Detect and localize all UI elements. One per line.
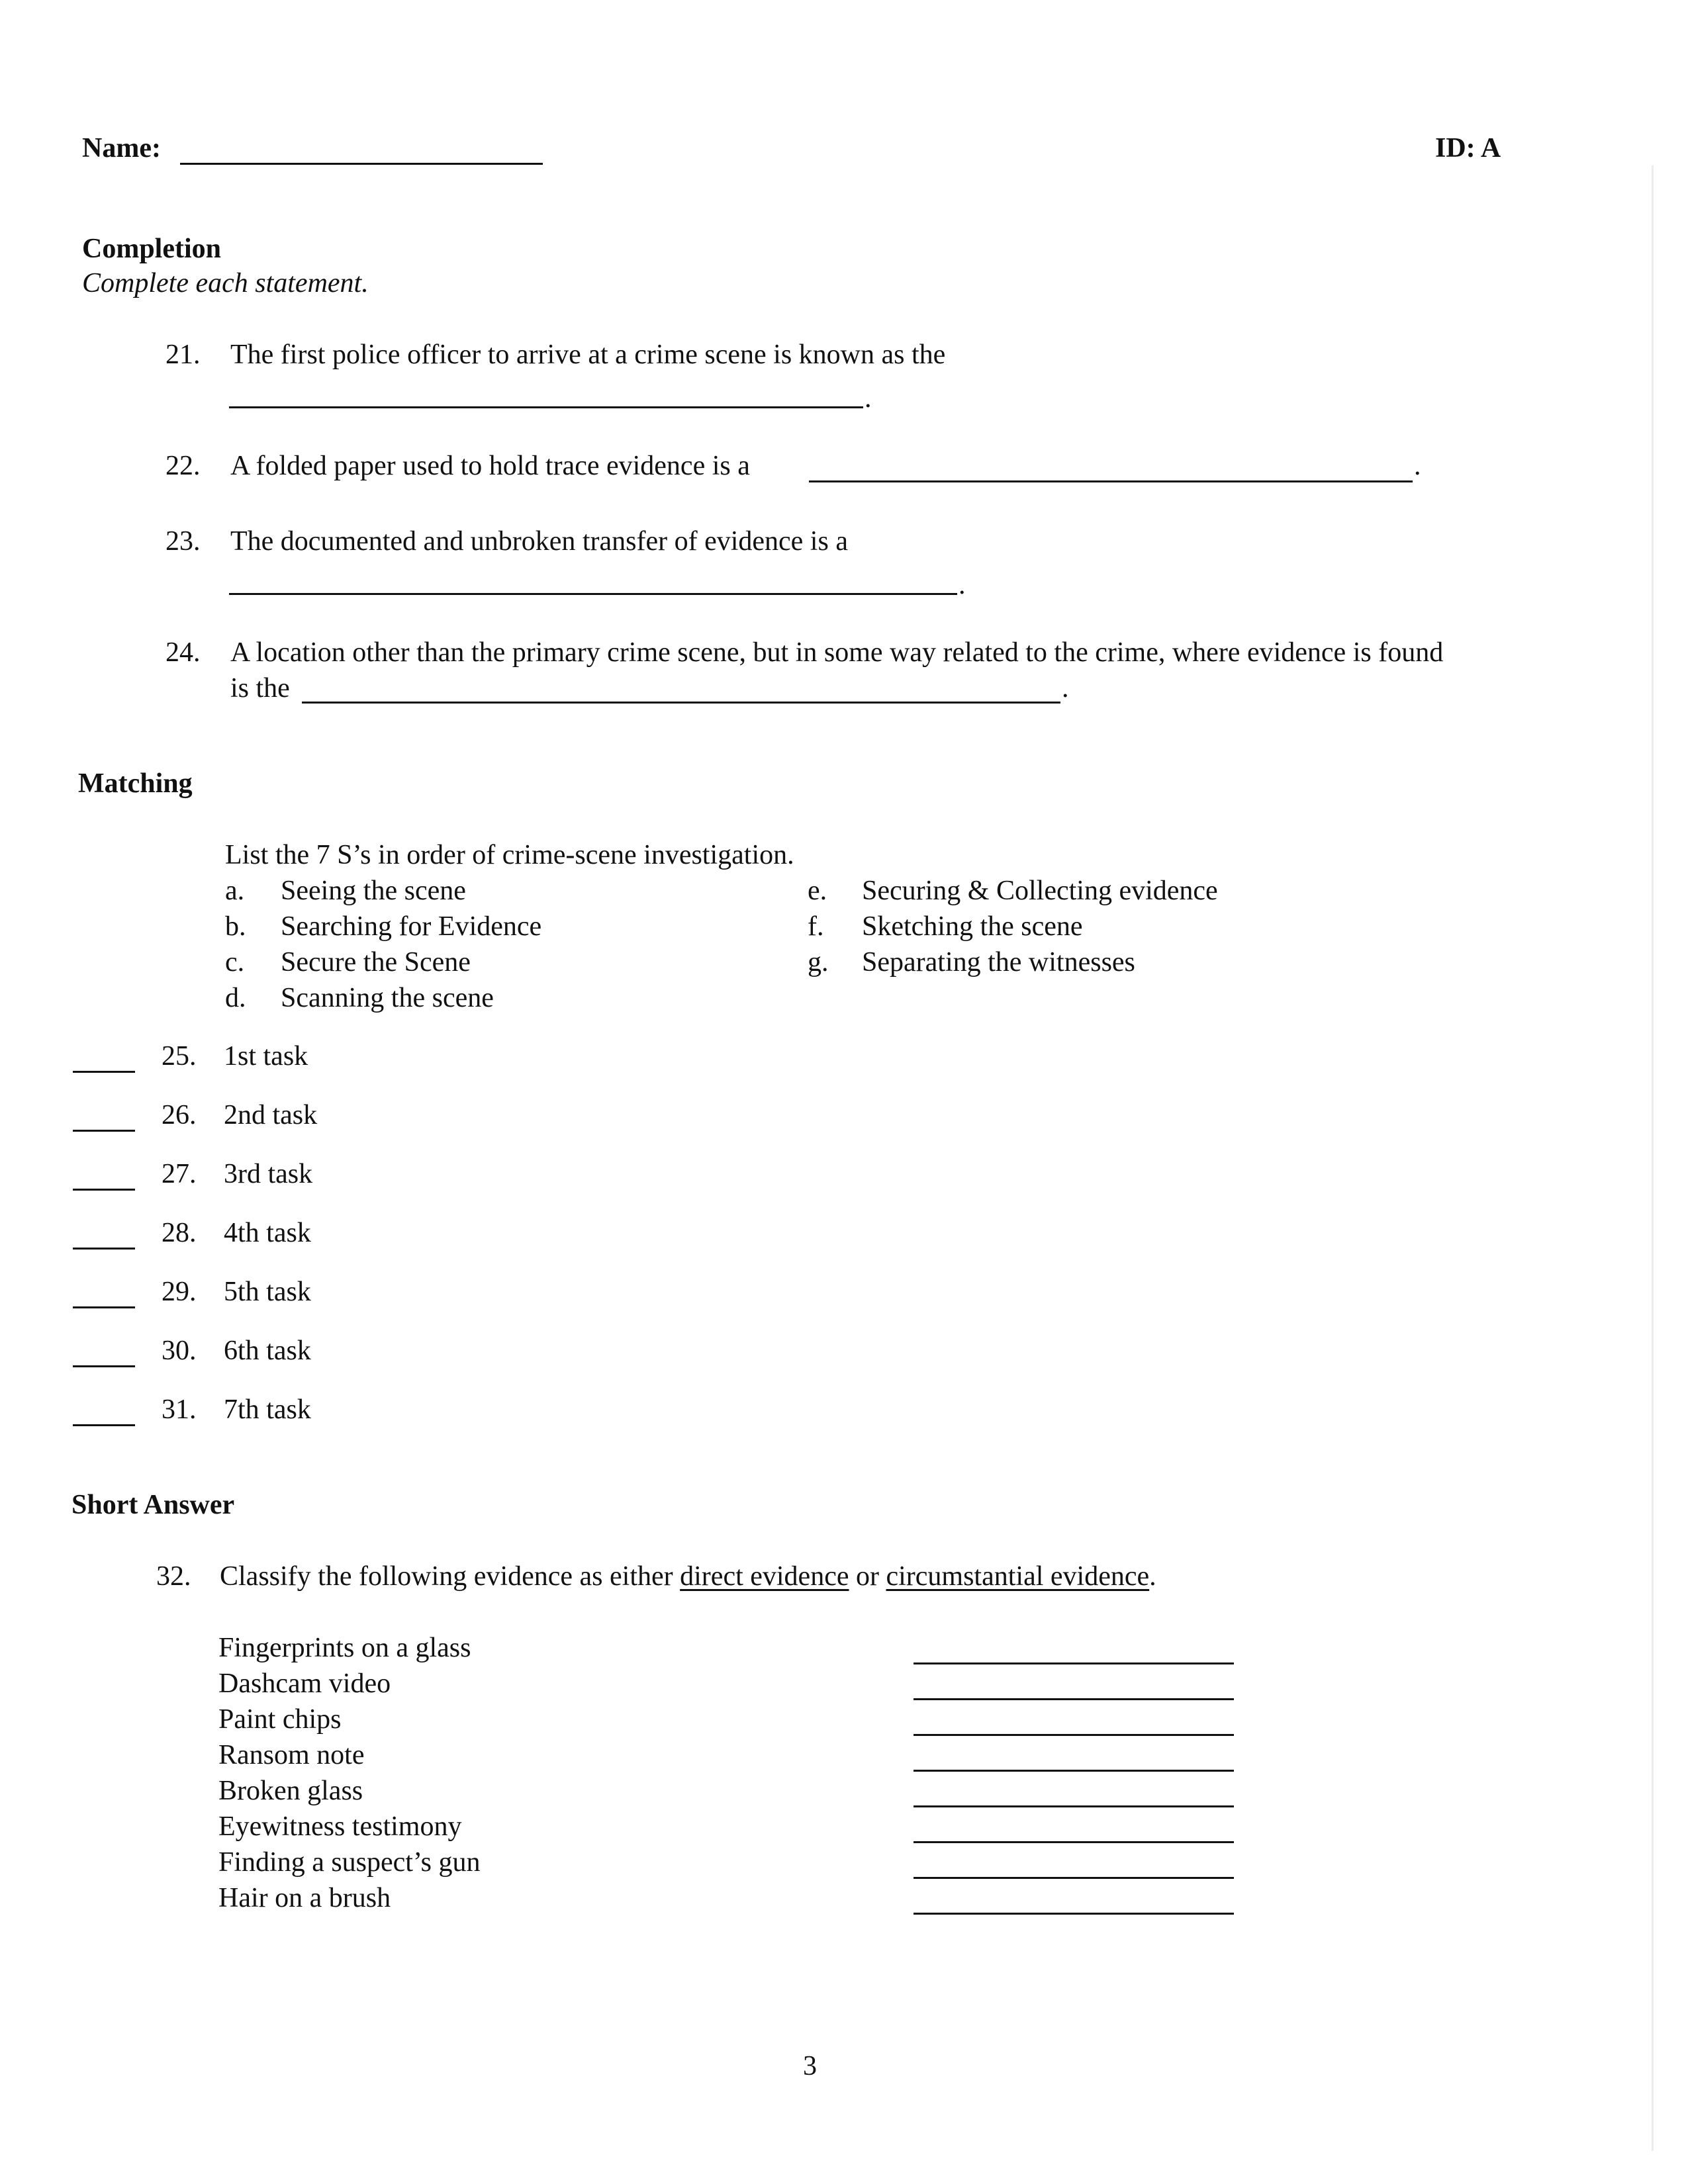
option-text: Sketching the scene <box>862 911 1083 942</box>
name-blank[interactable] <box>180 163 543 165</box>
q23-number: 23. <box>165 526 201 557</box>
matching-prompt: List the 7 S’s in order of crime-scene investigation. <box>225 840 794 870</box>
page-number: 3 <box>803 2051 817 2081</box>
task-number: 29. <box>162 1277 197 1307</box>
task-answer-blank[interactable] <box>73 1365 135 1367</box>
term-circumstantial-evidence: circumstantial evidence <box>886 1561 1150 1592</box>
evidence-answer-blank[interactable] <box>914 1698 1234 1700</box>
evidence-answer-blank[interactable] <box>914 1805 1234 1807</box>
evidence-answer-blank[interactable] <box>914 1913 1234 1915</box>
option-letter: d. <box>225 983 246 1013</box>
q21-text: The first police officer to arrive at a crime scene is known as the <box>230 340 946 370</box>
task-text: 4th task <box>224 1218 311 1248</box>
q24-answer-blank[interactable] <box>302 702 1060 704</box>
q22-period: . <box>1414 451 1421 481</box>
task-answer-blank[interactable] <box>73 1306 135 1308</box>
term-direct-evidence: direct evidence <box>680 1561 849 1592</box>
option-text: Secure the Scene <box>281 947 471 978</box>
option-letter: f. <box>808 911 824 942</box>
task-number: 31. <box>162 1394 197 1425</box>
task-number: 26. <box>162 1100 197 1130</box>
option-text: Searching for Evidence <box>281 911 542 942</box>
option-letter: e. <box>808 876 827 906</box>
task-text: 6th task <box>224 1336 311 1366</box>
q24-period: . <box>1062 673 1069 704</box>
q32-connector: or <box>855 1561 879 1592</box>
task-text: 1st task <box>224 1041 308 1071</box>
evidence-item: Paint chips <box>218 1704 342 1735</box>
q23-text: The documented and unbroken transfer of evidence is a <box>230 526 848 557</box>
option-letter: c. <box>225 947 245 978</box>
q24-number: 24. <box>165 637 201 668</box>
evidence-item: Dashcam video <box>218 1668 391 1699</box>
task-answer-blank[interactable] <box>73 1424 135 1426</box>
completion-heading: Completion <box>82 234 221 264</box>
matching-heading: Matching <box>78 768 193 799</box>
q24-text-line1: A location other than the primary crime scene, but in some way related to the crime, where evidence is found <box>230 637 1444 668</box>
task-number: 28. <box>162 1218 197 1248</box>
task-text: 7th task <box>224 1394 311 1425</box>
q32-suffix: . <box>1149 1561 1156 1592</box>
task-answer-blank[interactable] <box>73 1189 135 1191</box>
q23-answer-blank[interactable] <box>229 593 957 595</box>
q22-answer-blank[interactable] <box>809 480 1413 482</box>
evidence-item: Eyewitness testimony <box>218 1811 462 1842</box>
task-answer-blank[interactable] <box>73 1071 135 1073</box>
option-text: Scanning the scene <box>281 983 494 1013</box>
evidence-item: Finding a suspect’s gun <box>218 1847 481 1878</box>
q23-period: . <box>959 570 966 600</box>
q21-number: 21. <box>165 340 201 370</box>
short-answer-heading: Short Answer <box>71 1490 235 1520</box>
evidence-answer-blank[interactable] <box>914 1841 1234 1843</box>
q32-number: 32. <box>156 1561 191 1592</box>
q21-answer-blank[interactable] <box>229 406 863 408</box>
option-letter: g. <box>808 947 829 978</box>
evidence-answer-blank[interactable] <box>914 1734 1234 1736</box>
id-label: ID: A <box>1435 133 1501 163</box>
q32-prefix: Classify the following evidence as either <box>220 1561 673 1592</box>
q21-period: . <box>865 383 872 414</box>
completion-instructions: Complete each statement. <box>82 268 369 298</box>
option-text: Seeing the scene <box>281 876 466 906</box>
q22-number: 22. <box>165 451 201 481</box>
task-answer-blank[interactable] <box>73 1130 135 1132</box>
task-number: 27. <box>162 1159 197 1189</box>
q22-text: A folded paper used to hold trace evidence is a <box>230 451 750 481</box>
evidence-item: Broken glass <box>218 1776 363 1806</box>
option-letter: a. <box>225 876 245 906</box>
task-text: 5th task <box>224 1277 311 1307</box>
option-text: Securing & Collecting evidence <box>862 876 1218 906</box>
name-label: Name: <box>82 133 161 163</box>
evidence-item: Fingerprints on a glass <box>218 1633 471 1663</box>
option-text: Separating the witnesses <box>862 947 1135 978</box>
evidence-answer-blank[interactable] <box>914 1662 1234 1664</box>
evidence-item: Hair on a brush <box>218 1883 391 1913</box>
task-answer-blank[interactable] <box>73 1248 135 1250</box>
q24-text-line2: is the <box>230 673 290 704</box>
task-number: 30. <box>162 1336 197 1366</box>
evidence-item: Ransom note <box>218 1740 365 1770</box>
evidence-answer-blank[interactable] <box>914 1770 1234 1772</box>
task-text: 3rd task <box>224 1159 313 1189</box>
task-text: 2nd task <box>224 1100 318 1130</box>
q32-question <box>220 1561 1156 1592</box>
option-letter: b. <box>225 911 246 942</box>
task-number: 25. <box>162 1041 197 1071</box>
scan-edge-shadow <box>1652 165 1654 2151</box>
evidence-answer-blank[interactable] <box>914 1877 1234 1879</box>
